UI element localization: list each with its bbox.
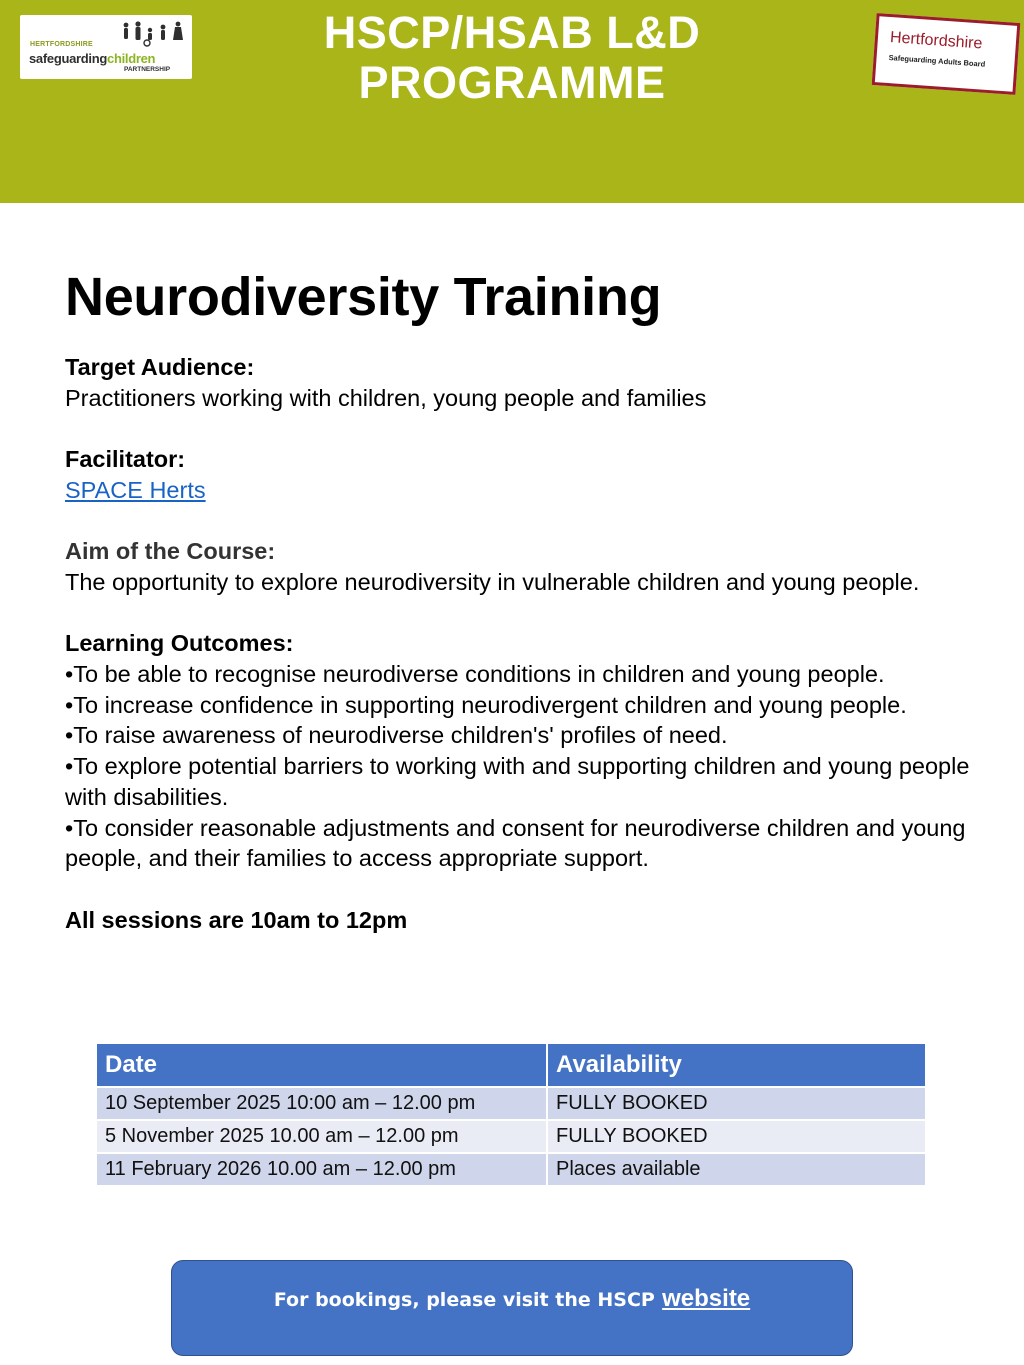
column-header-date: Date bbox=[96, 1043, 547, 1087]
column-header-availability: Availability bbox=[547, 1043, 926, 1087]
logo-name bbox=[29, 51, 155, 66]
booking-callout bbox=[171, 1260, 853, 1356]
sessions-table bbox=[95, 1042, 927, 1187]
booking-text: For bookings, please visit the HSCP bbox=[273, 1289, 655, 1311]
logo-name-part2: children bbox=[107, 51, 156, 66]
table-row bbox=[96, 1120, 926, 1153]
programme-title bbox=[212, 8, 812, 108]
learning-outcome-item: •To be able to recognise neurodiverse conditions in children and young people. bbox=[65, 660, 885, 687]
course-details bbox=[65, 352, 985, 935]
logo-sub: PARTNERSHIP bbox=[124, 66, 171, 73]
course-title: Neurodiversity Training bbox=[65, 267, 662, 327]
session-date: 11 February 2026 10.00 am – 12.00 pm bbox=[96, 1153, 547, 1186]
session-availability: Places available bbox=[547, 1153, 926, 1186]
hsab-logo bbox=[872, 13, 1021, 95]
booking-text-line bbox=[172, 1285, 852, 1313]
session-date: 10 September 2025 10:00 am – 12.00 pm bbox=[96, 1087, 547, 1120]
aim-text: The opportunity to explore neurodiversity in vulnerable children and young people. bbox=[65, 568, 920, 595]
hscp-logo bbox=[20, 15, 192, 79]
learning-outcome-item: •To raise awareness of neurodiverse children's' profiles of need. bbox=[65, 722, 728, 749]
session-availability: FULLY BOOKED bbox=[547, 1120, 926, 1153]
hsab-logo-board: Safeguarding Adults Board bbox=[888, 53, 986, 69]
session-date: 5 November 2025 10.00 am – 12.00 pm bbox=[96, 1120, 547, 1153]
learning-outcome-item: •To increase confidence in supporting neurodivergent children and young people. bbox=[65, 691, 907, 718]
table-header-row bbox=[96, 1043, 926, 1087]
hsab-logo-county: Hertfordshire bbox=[889, 29, 983, 53]
logo-name-part1: safeguarding bbox=[29, 51, 108, 66]
header-banner bbox=[0, 0, 1024, 203]
learning-outcome-item: •To consider reasonable adjustments and consent for neurodiverse children and young people, and their families to access appropriate support. bbox=[65, 814, 966, 872]
facilitator-label: Facilitator: bbox=[65, 446, 186, 473]
programme-title-line1: HSCP/HSAB L&D bbox=[323, 7, 701, 58]
table-row bbox=[96, 1153, 926, 1186]
logo-county: HERTFORDSHIRE bbox=[30, 41, 93, 48]
target-audience-label: Target Audience: bbox=[65, 354, 255, 380]
session-times-note: All sessions are 10am to 12pm bbox=[65, 906, 408, 933]
learning-outcome-item: •To explore potential barriers to working with and supporting children and young people with disabilities. bbox=[65, 753, 970, 810]
aim-label: Aim of the Course: bbox=[65, 538, 276, 565]
people-figures-icon bbox=[118, 21, 188, 47]
booking-website-link[interactable]: website bbox=[662, 1285, 751, 1312]
session-availability: FULLY BOOKED bbox=[547, 1087, 926, 1120]
learning-outcomes-label: Learning Outcomes: bbox=[65, 630, 294, 657]
facilitator-link[interactable]: SPACE Herts bbox=[65, 476, 206, 503]
table-row bbox=[96, 1087, 926, 1120]
target-audience-text: Practitioners working with children, young people and families bbox=[65, 384, 707, 411]
programme-title-line2: PROGRAMME bbox=[358, 57, 666, 108]
